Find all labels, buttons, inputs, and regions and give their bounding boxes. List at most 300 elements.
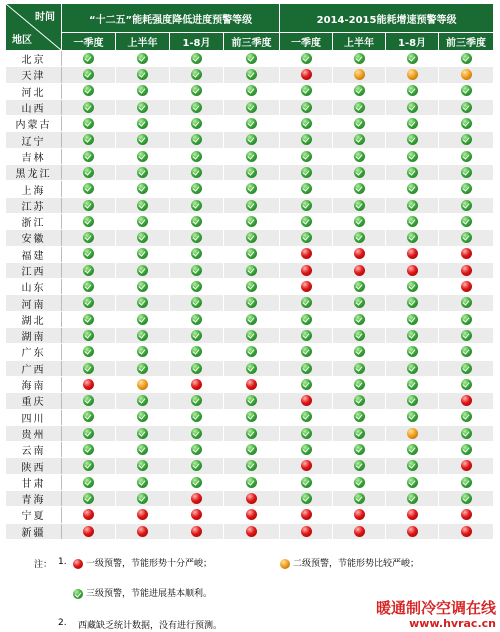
green-level-icon bbox=[301, 216, 312, 227]
region-name: 山东 bbox=[6, 279, 62, 295]
level-cell bbox=[116, 328, 170, 344]
table-row bbox=[6, 474, 494, 490]
period-header: 前三季度 bbox=[224, 33, 280, 51]
green-level-icon bbox=[83, 346, 94, 357]
green-level-icon bbox=[354, 167, 365, 178]
level-cell bbox=[280, 491, 333, 507]
level-cell bbox=[116, 197, 170, 213]
level-cell bbox=[170, 132, 224, 148]
green-level-icon bbox=[191, 265, 202, 276]
level-cell bbox=[116, 376, 170, 392]
region-name: 内蒙古 bbox=[6, 116, 62, 132]
green-level-icon bbox=[246, 297, 257, 308]
green-level-icon bbox=[137, 151, 148, 162]
level-cell bbox=[333, 458, 386, 474]
green-level-icon bbox=[246, 102, 257, 113]
green-level-icon bbox=[83, 314, 94, 325]
table-row bbox=[6, 262, 494, 278]
level-cell bbox=[224, 116, 280, 132]
level-cell bbox=[224, 181, 280, 197]
red-level-icon bbox=[301, 460, 312, 471]
corner-header bbox=[6, 4, 62, 51]
red-level-icon bbox=[301, 281, 312, 292]
level-cell bbox=[333, 279, 386, 295]
green-level-icon bbox=[461, 314, 472, 325]
green-level-icon bbox=[246, 85, 257, 96]
table-row bbox=[6, 213, 494, 229]
level-cell bbox=[333, 213, 386, 229]
green-level-icon bbox=[407, 330, 418, 341]
group2-title: 2014-2015能耗增速预警等级 bbox=[280, 4, 494, 33]
red-level-icon bbox=[191, 493, 202, 504]
level-cell bbox=[224, 523, 280, 539]
green-level-icon bbox=[246, 167, 257, 178]
region-name: 新疆 bbox=[6, 523, 62, 539]
level-cell bbox=[170, 230, 224, 246]
green-level-icon bbox=[354, 363, 365, 374]
level-cell bbox=[170, 442, 224, 458]
level-cell bbox=[386, 262, 439, 278]
level-cell bbox=[439, 474, 494, 490]
green-level-icon bbox=[301, 346, 312, 357]
table-row bbox=[6, 51, 494, 67]
level-cell bbox=[439, 523, 494, 539]
level-cell bbox=[62, 67, 116, 83]
green-level-icon bbox=[73, 589, 83, 599]
level-cell bbox=[333, 181, 386, 197]
level-cell bbox=[116, 474, 170, 490]
level-cell bbox=[439, 165, 494, 181]
level-cell bbox=[62, 262, 116, 278]
level-cell bbox=[116, 523, 170, 539]
green-level-icon bbox=[246, 460, 257, 471]
green-level-icon bbox=[191, 477, 202, 488]
level-cell bbox=[386, 458, 439, 474]
level-cell bbox=[386, 148, 439, 164]
green-level-icon bbox=[191, 216, 202, 227]
green-level-icon bbox=[191, 200, 202, 211]
green-level-icon bbox=[191, 151, 202, 162]
region-name: 湖北 bbox=[6, 311, 62, 327]
level-cell bbox=[333, 376, 386, 392]
level-cell bbox=[386, 213, 439, 229]
note-1-number: 1. bbox=[58, 557, 67, 567]
green-level-icon bbox=[461, 363, 472, 374]
note-2-number: 2. bbox=[58, 618, 67, 628]
level-cell bbox=[333, 409, 386, 425]
green-level-icon bbox=[407, 444, 418, 455]
green-level-icon bbox=[246, 411, 257, 422]
level-cell bbox=[170, 425, 224, 441]
green-level-icon bbox=[83, 460, 94, 471]
region-name: 青海 bbox=[6, 491, 62, 507]
table-row bbox=[6, 83, 494, 99]
level-cell bbox=[280, 311, 333, 327]
green-level-icon bbox=[407, 53, 418, 64]
green-level-icon bbox=[83, 411, 94, 422]
red-level-icon bbox=[83, 379, 94, 390]
level-cell bbox=[116, 425, 170, 441]
level-cell bbox=[224, 262, 280, 278]
region-name: 江苏 bbox=[6, 197, 62, 213]
level-cell bbox=[439, 295, 494, 311]
level-cell bbox=[439, 51, 494, 67]
red-level-icon bbox=[246, 379, 257, 390]
green-level-icon bbox=[191, 363, 202, 374]
green-level-icon bbox=[461, 330, 472, 341]
red-level-icon bbox=[137, 526, 148, 537]
level-cell bbox=[62, 523, 116, 539]
green-level-icon bbox=[191, 411, 202, 422]
green-level-icon bbox=[246, 444, 257, 455]
level-cell bbox=[62, 442, 116, 458]
red-level-icon bbox=[354, 526, 365, 537]
region-name: 福建 bbox=[6, 246, 62, 262]
green-level-icon bbox=[407, 281, 418, 292]
level-cell bbox=[386, 279, 439, 295]
level-cell bbox=[439, 197, 494, 213]
level-cell bbox=[280, 328, 333, 344]
level-cell bbox=[386, 442, 439, 458]
green-level-icon bbox=[137, 53, 148, 64]
level-cell bbox=[280, 279, 333, 295]
table-row bbox=[6, 279, 494, 295]
green-level-icon bbox=[407, 167, 418, 178]
green-level-icon bbox=[354, 216, 365, 227]
green-level-icon bbox=[246, 183, 257, 194]
level-cell bbox=[224, 311, 280, 327]
green-level-icon bbox=[354, 428, 365, 439]
red-level-icon bbox=[301, 248, 312, 259]
green-level-icon bbox=[137, 200, 148, 211]
level-cell bbox=[333, 393, 386, 409]
note-2-text: 西藏缺乏统计数据，没有进行预测。 bbox=[78, 621, 223, 631]
table-row bbox=[6, 230, 494, 246]
level-cell bbox=[439, 360, 494, 376]
green-level-icon bbox=[407, 216, 418, 227]
level-cell bbox=[333, 328, 386, 344]
level-cell bbox=[280, 148, 333, 164]
level-cell bbox=[280, 458, 333, 474]
level-cell bbox=[333, 442, 386, 458]
level-cell bbox=[62, 491, 116, 507]
region-name: 河南 bbox=[6, 295, 62, 311]
red-level-icon bbox=[301, 509, 312, 520]
level-cell bbox=[170, 409, 224, 425]
level-cell bbox=[386, 507, 439, 523]
green-level-icon bbox=[407, 102, 418, 113]
green-level-icon bbox=[137, 477, 148, 488]
level-cell bbox=[170, 295, 224, 311]
level-cell bbox=[280, 262, 333, 278]
green-level-icon bbox=[354, 314, 365, 325]
green-level-icon bbox=[83, 167, 94, 178]
level-cell bbox=[333, 51, 386, 67]
level-cell bbox=[170, 393, 224, 409]
level-cell bbox=[62, 181, 116, 197]
period-header: 上半年 bbox=[116, 33, 170, 51]
level-cell bbox=[62, 197, 116, 213]
region-name: 浙江 bbox=[6, 213, 62, 229]
green-level-icon bbox=[354, 460, 365, 471]
green-level-icon bbox=[83, 85, 94, 96]
level-cell bbox=[280, 213, 333, 229]
green-level-icon bbox=[191, 297, 202, 308]
green-level-icon bbox=[83, 200, 94, 211]
level-cell bbox=[439, 132, 494, 148]
level-cell bbox=[439, 458, 494, 474]
level-cell bbox=[116, 181, 170, 197]
notes-prefix: 注： bbox=[34, 560, 53, 570]
green-level-icon bbox=[246, 395, 257, 406]
level-cell bbox=[386, 409, 439, 425]
legend-green-text: 三级预警，节能进展基本顺利。 bbox=[86, 589, 213, 599]
level-cell bbox=[439, 246, 494, 262]
region-name: 陕西 bbox=[6, 458, 62, 474]
level-cell bbox=[62, 360, 116, 376]
level-cell bbox=[116, 279, 170, 295]
level-cell bbox=[439, 425, 494, 441]
orange-level-icon bbox=[461, 69, 472, 80]
red-level-icon bbox=[191, 509, 202, 520]
time-label: 时间 bbox=[35, 12, 55, 23]
red-level-icon bbox=[407, 509, 418, 520]
orange-level-icon bbox=[407, 69, 418, 80]
level-cell bbox=[386, 83, 439, 99]
level-cell bbox=[224, 507, 280, 523]
table-row bbox=[6, 360, 494, 376]
level-cell bbox=[439, 393, 494, 409]
red-level-icon bbox=[83, 526, 94, 537]
level-cell bbox=[386, 328, 439, 344]
green-level-icon bbox=[137, 69, 148, 80]
green-level-icon bbox=[301, 314, 312, 325]
level-cell bbox=[333, 165, 386, 181]
green-level-icon bbox=[461, 346, 472, 357]
legend-red-text: 一级预警，节能形势十分严峻； bbox=[86, 559, 213, 569]
green-level-icon bbox=[354, 134, 365, 145]
green-level-icon bbox=[301, 102, 312, 113]
region-name: 黑龙江 bbox=[6, 165, 62, 181]
green-level-icon bbox=[137, 167, 148, 178]
level-cell bbox=[386, 523, 439, 539]
green-level-icon bbox=[246, 477, 257, 488]
level-cell bbox=[116, 246, 170, 262]
legend-orange bbox=[280, 556, 419, 569]
region-name: 上海 bbox=[6, 181, 62, 197]
level-cell bbox=[62, 409, 116, 425]
green-level-icon bbox=[191, 281, 202, 292]
level-cell bbox=[170, 523, 224, 539]
table-row bbox=[6, 246, 494, 262]
green-level-icon bbox=[461, 200, 472, 211]
green-level-icon bbox=[407, 314, 418, 325]
green-level-icon bbox=[246, 346, 257, 357]
green-level-icon bbox=[137, 297, 148, 308]
level-cell bbox=[386, 474, 439, 490]
green-level-icon bbox=[407, 118, 418, 129]
green-level-icon bbox=[301, 183, 312, 194]
level-cell bbox=[62, 474, 116, 490]
level-cell bbox=[116, 132, 170, 148]
level-cell bbox=[224, 328, 280, 344]
green-level-icon bbox=[354, 379, 365, 390]
green-level-icon bbox=[137, 363, 148, 374]
level-cell bbox=[333, 344, 386, 360]
green-level-icon bbox=[407, 85, 418, 96]
green-level-icon bbox=[354, 444, 365, 455]
region-name: 甘肃 bbox=[6, 474, 62, 490]
level-cell bbox=[386, 246, 439, 262]
green-level-icon bbox=[461, 53, 472, 64]
level-cell bbox=[333, 99, 386, 115]
green-level-icon bbox=[246, 216, 257, 227]
table-row bbox=[6, 132, 494, 148]
level-cell bbox=[439, 230, 494, 246]
level-cell bbox=[280, 409, 333, 425]
green-level-icon bbox=[354, 232, 365, 243]
green-level-icon bbox=[301, 167, 312, 178]
green-level-icon bbox=[137, 444, 148, 455]
green-level-icon bbox=[83, 395, 94, 406]
level-cell bbox=[170, 360, 224, 376]
level-cell bbox=[386, 116, 439, 132]
level-cell bbox=[280, 344, 333, 360]
period-header: 一季度 bbox=[280, 33, 333, 51]
green-level-icon bbox=[137, 102, 148, 113]
watermark-logo bbox=[376, 597, 496, 630]
region-name: 吉林 bbox=[6, 148, 62, 164]
green-level-icon bbox=[83, 265, 94, 276]
green-level-icon bbox=[83, 428, 94, 439]
level-cell bbox=[224, 99, 280, 115]
level-cell bbox=[116, 360, 170, 376]
watermark-url: www.hvrac.cn bbox=[409, 617, 496, 630]
period-header: 上半年 bbox=[333, 33, 386, 51]
green-level-icon bbox=[461, 167, 472, 178]
region-name: 贵州 bbox=[6, 425, 62, 441]
red-level-icon bbox=[407, 248, 418, 259]
level-cell bbox=[116, 409, 170, 425]
green-level-icon bbox=[461, 493, 472, 504]
level-cell bbox=[439, 279, 494, 295]
green-level-icon bbox=[191, 444, 202, 455]
group1-title: “十二五”能耗强度降低进度预警等级 bbox=[62, 4, 280, 33]
level-cell bbox=[62, 279, 116, 295]
green-level-icon bbox=[407, 232, 418, 243]
green-level-icon bbox=[461, 444, 472, 455]
green-level-icon bbox=[301, 118, 312, 129]
green-level-icon bbox=[301, 53, 312, 64]
green-level-icon bbox=[246, 330, 257, 341]
level-cell bbox=[224, 295, 280, 311]
green-level-icon bbox=[354, 330, 365, 341]
level-cell bbox=[386, 132, 439, 148]
level-cell bbox=[439, 99, 494, 115]
table-row bbox=[6, 116, 494, 132]
level-cell bbox=[170, 83, 224, 99]
table-row bbox=[6, 148, 494, 164]
green-level-icon bbox=[137, 395, 148, 406]
green-level-icon bbox=[301, 232, 312, 243]
level-cell bbox=[116, 83, 170, 99]
region-name: 天津 bbox=[6, 67, 62, 83]
level-cell bbox=[439, 213, 494, 229]
green-level-icon bbox=[137, 460, 148, 471]
green-level-icon bbox=[354, 297, 365, 308]
level-cell bbox=[386, 51, 439, 67]
level-cell bbox=[116, 393, 170, 409]
level-cell bbox=[116, 491, 170, 507]
green-level-icon bbox=[407, 134, 418, 145]
orange-level-icon bbox=[137, 379, 148, 390]
green-level-icon bbox=[83, 69, 94, 80]
level-cell bbox=[224, 409, 280, 425]
level-cell bbox=[116, 442, 170, 458]
level-cell bbox=[280, 246, 333, 262]
green-level-icon bbox=[354, 53, 365, 64]
table-row bbox=[6, 507, 494, 523]
green-level-icon bbox=[407, 363, 418, 374]
green-level-icon bbox=[246, 265, 257, 276]
level-cell bbox=[386, 425, 439, 441]
level-cell bbox=[62, 376, 116, 392]
region-name: 辽宁 bbox=[6, 132, 62, 148]
green-level-icon bbox=[461, 232, 472, 243]
green-level-icon bbox=[354, 102, 365, 113]
green-level-icon bbox=[83, 248, 94, 259]
region-name: 海南 bbox=[6, 376, 62, 392]
level-cell bbox=[333, 148, 386, 164]
green-level-icon bbox=[191, 118, 202, 129]
legend-red bbox=[73, 556, 212, 569]
level-cell bbox=[280, 360, 333, 376]
red-level-icon bbox=[354, 265, 365, 276]
green-level-icon bbox=[301, 297, 312, 308]
level-cell bbox=[224, 132, 280, 148]
level-cell bbox=[170, 116, 224, 132]
level-cell bbox=[333, 474, 386, 490]
table-row bbox=[6, 442, 494, 458]
level-cell bbox=[333, 197, 386, 213]
level-cell bbox=[62, 51, 116, 67]
level-cell bbox=[62, 99, 116, 115]
level-cell bbox=[439, 181, 494, 197]
level-cell bbox=[224, 165, 280, 181]
green-level-icon bbox=[407, 460, 418, 471]
level-cell bbox=[224, 246, 280, 262]
green-level-icon bbox=[461, 183, 472, 194]
level-cell bbox=[439, 507, 494, 523]
red-level-icon bbox=[137, 509, 148, 520]
green-level-icon bbox=[191, 395, 202, 406]
green-level-icon bbox=[407, 151, 418, 162]
level-cell bbox=[170, 491, 224, 507]
green-level-icon bbox=[354, 411, 365, 422]
level-cell bbox=[439, 311, 494, 327]
level-cell bbox=[116, 165, 170, 181]
green-level-icon bbox=[83, 493, 94, 504]
level-cell bbox=[439, 262, 494, 278]
level-cell bbox=[333, 507, 386, 523]
level-cell bbox=[439, 148, 494, 164]
green-level-icon bbox=[301, 363, 312, 374]
green-level-icon bbox=[246, 248, 257, 259]
red-level-icon bbox=[407, 526, 418, 537]
green-level-icon bbox=[191, 183, 202, 194]
green-level-icon bbox=[137, 346, 148, 357]
level-cell bbox=[62, 393, 116, 409]
